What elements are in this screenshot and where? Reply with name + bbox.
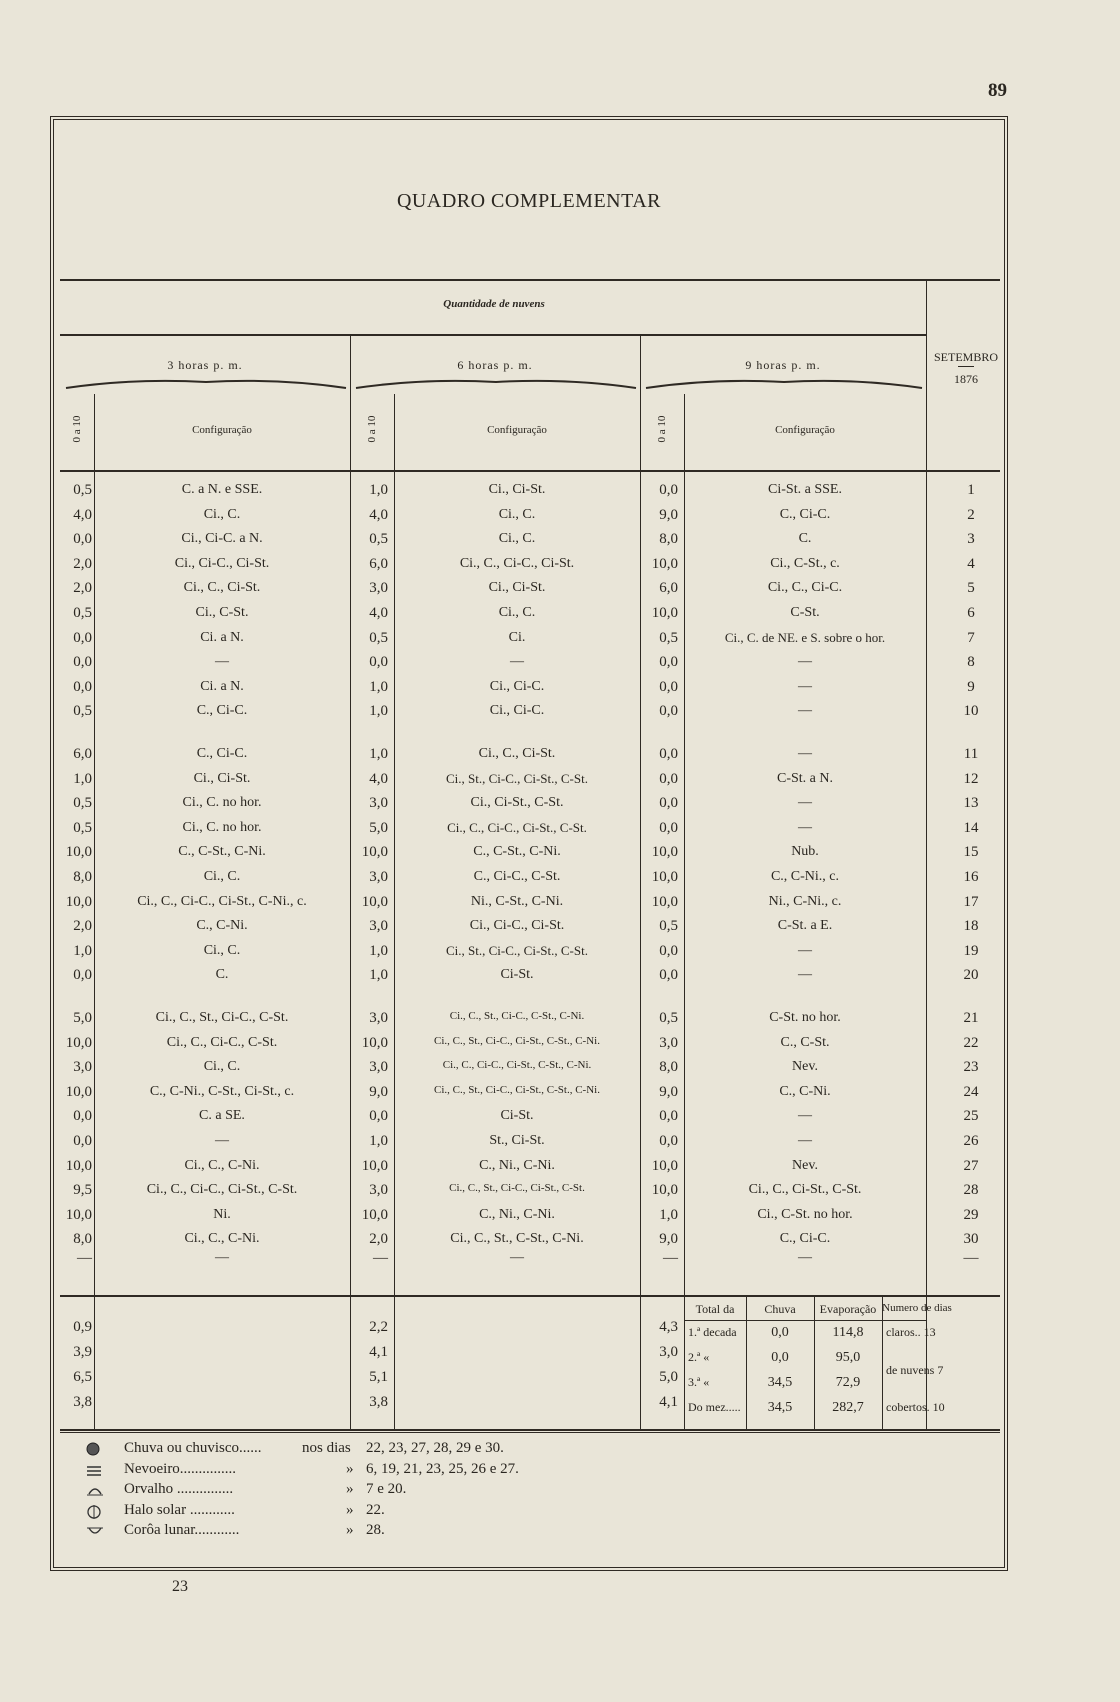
cloud-amount-6pm: 3,0 [369, 869, 388, 885]
day-number: 12 [963, 770, 979, 787]
cloud-amount-9pm: 10,0 [651, 844, 678, 861]
cloud-amount-6pm: 1,0 [369, 482, 388, 498]
summary-header: Total da [695, 1302, 735, 1316]
scale-header-3pm: 0 a 10 [71, 415, 83, 443]
dash-separator: — [77, 1250, 92, 1266]
cloud-config-9pm: — [798, 654, 812, 670]
cloud-amount-6pm: 10,0 [361, 1157, 388, 1174]
cloud-config-9pm: Ci., C., Ci-C. [767, 580, 843, 596]
average-6pm: 5,1 [369, 1369, 388, 1385]
day-number: 26 [963, 1133, 979, 1149]
cloud-config-3pm: C., C-Ni., C-St., Ci-St., c. [149, 1083, 295, 1099]
cloud-amount-9pm: 1,0 [659, 1206, 678, 1223]
cloud-config-9pm: — [798, 1133, 812, 1148]
day-number: 18 [963, 918, 979, 935]
printer-signature: 23 [172, 1578, 188, 1595]
cloud-amount-3pm: 8,0 [73, 869, 92, 885]
cloud-amount-9pm: 9,0 [659, 506, 678, 523]
config-header-9pm: Configuração [775, 424, 835, 436]
day-number: 7 [967, 629, 975, 646]
summary-label: Do mez..... [688, 1400, 741, 1414]
lunar-corona-icon [86, 1524, 104, 1543]
cloud-amount-3pm: 1,0 [73, 942, 92, 959]
day-number: 22 [963, 1034, 979, 1051]
rain-icon [86, 1442, 100, 1461]
cloud-amount-6pm: 0,5 [369, 531, 388, 548]
cloud-config-6pm: C., Ci-C., C-St. [473, 869, 561, 884]
dash-separator: — [663, 1250, 678, 1266]
cloud-config-9pm: C., Ci-C. [779, 1231, 831, 1247]
cloud-config-6pm: Ci-St. [500, 967, 534, 983]
cloud-amount-3pm: 2,0 [73, 580, 92, 597]
cloud-config-3pm: C. a N. e SSE. [181, 482, 263, 497]
cloud-config-3pm: Ni. [213, 1206, 231, 1222]
cloud-amount-3pm: 0,5 [73, 819, 92, 836]
cloud-config-3pm: Ci., C. [203, 506, 241, 522]
average-3pm: 3,8 [73, 1394, 92, 1410]
cloud-config-3pm: Ci., C., C-Ni. [184, 1231, 260, 1247]
cloud-amount-6pm: 0,0 [369, 654, 388, 671]
rain-total: 34,5 [767, 1400, 793, 1415]
cloud-amount-3pm: 0,0 [73, 629, 92, 646]
average-9pm: 3,0 [659, 1344, 678, 1360]
dash-separator: — [963, 1250, 979, 1266]
day-number: 16 [963, 869, 979, 885]
cloud-amount-3pm: 0,5 [73, 703, 92, 720]
cloud-config-9pm: Ci., C. de NE. e S. sobre o hor. [724, 629, 886, 645]
day-number: 21 [963, 1010, 979, 1026]
page-number: 89 [988, 80, 1007, 101]
cloud-config-9pm: Nev. [792, 1157, 818, 1173]
cloud-config-3pm: Ci., C., Ci-C., C-St. [166, 1034, 278, 1050]
day-number: 17 [963, 893, 979, 910]
average-9pm: 4,3 [659, 1319, 678, 1335]
cloud-config-3pm: Ci., Ci-C. a N. [181, 531, 263, 547]
rain-total: 0,0 [771, 1350, 789, 1365]
evaporation-total: 72,9 [835, 1375, 861, 1390]
period-3pm: 3 horas p. m. [167, 358, 243, 372]
cloud-amount-6pm: 3,0 [369, 1182, 388, 1199]
day-number: 27 [963, 1157, 979, 1174]
cloud-amount-9pm: 9,0 [659, 1231, 678, 1248]
cloud-amount-9pm: 0,5 [659, 629, 678, 646]
dash-separator: — [510, 1250, 524, 1265]
rain-total: 0,0 [771, 1325, 789, 1340]
cloud-config-6pm: Ci., Ci-St., C-St. [470, 795, 564, 811]
day-number: 24 [963, 1083, 979, 1100]
cloud-config-3pm: Ci., C. [203, 942, 241, 958]
cloud-amount-3pm: 0,5 [73, 605, 92, 621]
cloud-amount-9pm: 10,0 [651, 1182, 678, 1199]
cloud-amount-9pm: 3,0 [659, 1034, 678, 1051]
cloud-amount-9pm: 0,0 [659, 654, 678, 671]
cloud-amount-6pm: 3,0 [369, 1059, 388, 1076]
day-number: 5 [967, 580, 975, 597]
cloud-amount-3pm: 0,0 [73, 1108, 92, 1125]
legend-prefix: » [346, 1522, 354, 1538]
period-9pm: 9 horas p. m. [745, 358, 821, 372]
cloud-amount-3pm: 10,0 [65, 1034, 92, 1051]
cloud-config-9pm: Ni., C-Ni., c. [768, 893, 842, 909]
legend-days: 6, 19, 21, 23, 25, 26 e 27. [366, 1460, 519, 1477]
average-6pm: 3,8 [369, 1394, 388, 1410]
day-number: 30 [963, 1231, 979, 1248]
dash-separator: — [215, 1250, 229, 1265]
period-6pm: 6 horas p. m. [457, 358, 533, 372]
cloud-config-3pm: Ci., Ci-C., Ci-St. [174, 555, 270, 571]
cloud-amount-6pm: 3,0 [369, 918, 388, 935]
cloud-config-9pm: C-St. [790, 605, 820, 620]
cloud-config-3pm: Ci., C. no hor. [182, 795, 262, 811]
cloud-amount-9pm: 10,0 [651, 869, 678, 885]
cloud-config-3pm: Ci. a N. [200, 678, 244, 694]
month-header: SETEMBRO [933, 350, 998, 364]
cloud-amount-9pm: 10,0 [651, 555, 678, 572]
solar-halo-icon [86, 1504, 102, 1525]
cloud-config-3pm: C. a SE. [199, 1108, 245, 1124]
cloud-amount-6pm: 2,0 [369, 1231, 388, 1248]
scale-header-9pm: 0 a 10 [656, 415, 668, 443]
cloud-config-6pm: St., Ci-St. [489, 1133, 545, 1148]
cloud-amount-9pm: 0,0 [659, 967, 678, 984]
cloud-config-6pm: Ci., Ci-St. [488, 580, 546, 596]
cloud-config-6pm: C., Ni., C-Ni. [479, 1157, 555, 1173]
cloud-amount-3pm: 0,5 [73, 795, 92, 812]
cloud-config-6pm: Ci., C., Ci-C., Ci-St., C-St., C-Ni. [442, 1059, 592, 1072]
cloud-config-3pm: C. [215, 967, 229, 983]
cloud-config-3pm: Ci., C., Ci-C., Ci-St., C-St. [146, 1182, 298, 1198]
summary-label: 1.ª decada [688, 1325, 737, 1339]
summary-label: 2.ª « [688, 1350, 710, 1364]
cloud-amount-6pm: 0,5 [369, 629, 388, 646]
cloud-amount-6pm: 9,0 [369, 1083, 388, 1100]
cloud-amount-3pm: 0,0 [73, 678, 92, 695]
legend-label: Nevoeiro............... [124, 1460, 237, 1477]
cloud-amount-6pm: 1,0 [369, 1133, 388, 1149]
cloud-config-6pm: C., C-St., C-Ni. [473, 844, 561, 860]
evaporation-total: 114,8 [832, 1325, 864, 1340]
cloud-amount-9pm: 0,0 [659, 703, 678, 720]
cloud-amount-3pm: 8,0 [73, 1231, 92, 1248]
cloud-config-6pm: Ni., C-St., C-Ni. [470, 893, 564, 909]
cloud-amount-9pm: 10,0 [651, 1157, 678, 1174]
summary-header: Numero de dias [882, 1302, 952, 1314]
cloud-config-6pm: Ci., C., Ci-St. [478, 746, 556, 761]
table-frame [50, 116, 1008, 1571]
cloud-amount-6pm: 5,0 [369, 819, 388, 836]
cloud-amount-6pm: 10,0 [361, 893, 388, 910]
cloud-config-3pm: Ci., C. no hor. [182, 819, 262, 835]
cloud-config-9pm: — [798, 967, 812, 983]
cloud-config-6pm: Ci., C., St., Ci-C., Ci-St., C-St. [449, 1182, 585, 1195]
cloud-config-3pm: — [215, 654, 229, 670]
cloud-amount-3pm: 6,0 [73, 746, 92, 762]
day-number: 14 [963, 819, 979, 836]
scale-header-6pm: 0 a 10 [366, 415, 378, 443]
cloud-config-9pm: — [798, 678, 812, 694]
brace-6pm [354, 376, 638, 392]
cloud-amount-3pm: 10,0 [65, 1083, 92, 1100]
cloud-config-9pm: C., C-Ni. [779, 1083, 831, 1099]
day-number: 8 [967, 654, 975, 671]
cloud-config-9pm: — [798, 1108, 812, 1124]
legend-days: 28. [366, 1522, 385, 1538]
day-number: 13 [963, 795, 979, 812]
cloud-amount-6pm: 0,0 [369, 1108, 388, 1125]
cloud-config-9pm: C., C-St. [780, 1034, 830, 1050]
cloud-config-6pm: Ci., Ci-C. [489, 703, 545, 719]
config-header-6pm: Configuração [487, 424, 547, 436]
cloud-config-6pm: C., Ni., C-Ni. [479, 1206, 555, 1222]
cloud-amount-6pm: 1,0 [369, 703, 388, 720]
cloud-config-9pm: C-St. no hor. [769, 1010, 841, 1025]
average-3pm: 6,5 [73, 1369, 92, 1385]
day-number: 20 [963, 967, 979, 984]
cloudy-days: de nuvens 7 [886, 1363, 944, 1377]
cloud-amount-9pm: 0,0 [659, 1133, 678, 1149]
cloud-amount-3pm: 0,0 [73, 531, 92, 548]
cloud-config-9pm: Nev. [792, 1059, 818, 1075]
legend-label: Halo solar ............ [124, 1501, 235, 1518]
cloud-config-3pm: C., Ci-C. [196, 703, 248, 719]
cloud-config-3pm: C., Ci-C. [196, 746, 248, 761]
cloud-amount-6pm: 4,0 [369, 770, 388, 787]
cloud-amount-6pm: 3,0 [369, 795, 388, 812]
cloud-amount-9pm: 0,0 [659, 746, 678, 762]
cloud-config-9pm: — [798, 795, 812, 811]
cloud-config-6pm: Ci., Ci-C., Ci-St. [469, 918, 565, 934]
cloud-config-9pm: C-St. a E. [777, 918, 833, 934]
cloud-config-9pm: Nub. [791, 844, 819, 860]
cloud-config-6pm: Ci., St., Ci-C., Ci-St., C-St. [446, 942, 588, 958]
day-number: 2 [967, 506, 975, 523]
cloud-config-6pm: Ci., C. [498, 506, 536, 522]
cloud-amount-9pm: 6,0 [659, 580, 678, 597]
cloud-amount-9pm: 0,0 [659, 942, 678, 959]
overcast-days: cobertos. 10 [886, 1400, 945, 1414]
cloud-config-9pm: — [798, 942, 812, 958]
cloud-config-6pm: Ci-St. [500, 1108, 534, 1124]
day-number: 29 [963, 1206, 979, 1223]
cloud-amount-6pm: 4,0 [369, 506, 388, 523]
legend-days: 22, 23, 27, 28, 29 e 30. [366, 1440, 504, 1456]
cloud-amount-3pm: 10,0 [65, 1157, 92, 1174]
legend-prefix: » [346, 1481, 354, 1497]
cloud-amount-9pm: 8,0 [659, 531, 678, 548]
cloud-amount-6pm: 1,0 [369, 967, 388, 984]
legend-prefix: nos dias [302, 1440, 351, 1456]
cloud-config-3pm: Ci., C., C-Ni. [184, 1157, 260, 1173]
cloud-amount-3pm: 9,5 [73, 1182, 92, 1199]
day-number: 4 [967, 555, 975, 572]
cloud-config-9pm: — [798, 746, 812, 761]
cloud-amount-9pm: 0,0 [659, 678, 678, 695]
average-6pm: 2,2 [369, 1319, 388, 1335]
cloud-amount-3pm: 2,0 [73, 918, 92, 935]
cloud-config-9pm: C., Ci-C. [779, 506, 831, 522]
cloud-amount-9pm: 0,5 [659, 918, 678, 935]
cloud-config-6pm: Ci., C., Ci-C., Ci-St. [459, 555, 575, 571]
day-number: 6 [967, 605, 975, 621]
cloud-amount-3pm: 1,0 [73, 770, 92, 787]
cloud-amount-9pm: 0,0 [659, 1108, 678, 1125]
cloud-amount-9pm: 10,0 [651, 893, 678, 910]
cloud-config-9pm: C. [798, 531, 812, 547]
cloud-config-6pm: — [510, 654, 524, 670]
legend-label: Orvalho ............... [124, 1481, 234, 1497]
dew-icon [86, 1483, 104, 1502]
average-9pm: 4,1 [659, 1394, 678, 1410]
day-number: 15 [963, 844, 979, 861]
cloud-amount-9pm: 0,0 [659, 482, 678, 498]
cloud-config-9pm: Ci., C-St., c. [770, 555, 840, 571]
cloud-amount-3pm: 0,5 [73, 482, 92, 498]
cloud-config-9pm: — [798, 819, 812, 835]
fog-icon [86, 1463, 102, 1482]
cloud-config-9pm: Ci-St. a SSE. [768, 482, 842, 497]
day-number: 9 [967, 678, 975, 695]
cloud-amount-3pm: 3,0 [73, 1059, 92, 1076]
cloud-config-6pm: Ci., C., Ci-C., Ci-St., C-St. [447, 819, 587, 835]
summary-header: Evaporação [819, 1302, 877, 1316]
cloud-config-6pm: Ci., C., St., Ci-C., Ci-St., C-St., C-Ni. [434, 1034, 600, 1047]
config-header-3pm: Configuração [192, 424, 252, 436]
cloud-config-6pm: Ci., C., St., Ci-C., C-St., C-Ni. [449, 1010, 585, 1022]
cloud-amount-6pm: 4,0 [369, 605, 388, 621]
cloud-amount-3pm: 10,0 [65, 1206, 92, 1223]
average-3pm: 0,9 [73, 1319, 92, 1335]
cloud-config-9pm: Ci., C-St. no hor. [757, 1206, 853, 1222]
cloud-amount-3pm: 10,0 [65, 844, 92, 861]
day-number: 23 [963, 1059, 979, 1076]
cloud-config-3pm: — [215, 1133, 229, 1148]
legend-days: 7 e 20. [366, 1481, 407, 1497]
dash-separator: — [373, 1250, 388, 1266]
cloud-config-3pm: Ci., C-St. [195, 605, 249, 620]
year-header: 1876 [954, 372, 978, 386]
average-6pm: 4,1 [369, 1344, 388, 1360]
cloud-amount-6pm: 3,0 [369, 580, 388, 597]
cloud-config-9pm: C-St. a N. [777, 770, 833, 786]
cloud-amount-3pm: 0,0 [73, 654, 92, 671]
summary-label: 3.ª « [688, 1375, 710, 1389]
average-9pm: 5,0 [659, 1369, 678, 1385]
cloud-amount-6pm: 1,0 [369, 678, 388, 695]
cloud-config-3pm: Ci., C. [203, 1059, 241, 1075]
average-3pm: 3,9 [73, 1344, 92, 1360]
cloud-amount-6pm: 1,0 [369, 746, 388, 762]
legend-prefix: » [346, 1501, 354, 1518]
cloud-config-9pm: — [798, 703, 812, 719]
cloud-amount-3pm: 2,0 [73, 555, 92, 572]
cloud-amount-6pm: 10,0 [361, 1206, 388, 1223]
legend-prefix: » [346, 1460, 354, 1477]
cloud-amount-9pm: 9,0 [659, 1083, 678, 1100]
legend-label: Chuva ou chuvisco...... [124, 1440, 262, 1456]
cloud-config-6pm: Ci. [508, 629, 526, 645]
cloud-amount-9pm: 10,0 [651, 605, 678, 621]
evaporation-total: 282,7 [832, 1400, 864, 1415]
cloud-config-3pm: Ci., Ci-St. [193, 770, 251, 786]
legend-days: 22. [366, 1501, 385, 1518]
cloud-config-6pm: Ci., Ci-C. [489, 678, 545, 694]
cloud-amount-3pm: 0,0 [73, 967, 92, 984]
cloud-config-3pm: Ci., C., Ci-St. [183, 580, 261, 596]
day-number: 3 [967, 531, 975, 548]
cloud-amount-9pm: 0,0 [659, 770, 678, 787]
cloud-amount-9pm: 0,5 [659, 1010, 678, 1026]
cloud-amount-6pm: 1,0 [369, 942, 388, 959]
dash-separator: — [798, 1250, 812, 1265]
cloud-config-6pm: Ci., C. [498, 605, 536, 620]
day-number: 28 [963, 1182, 979, 1199]
evaporation-total: 95,0 [835, 1350, 861, 1365]
cloud-config-9pm: Ci., C., Ci-St., C-St. [748, 1182, 862, 1198]
cloud-config-6pm: Ci., St., Ci-C., Ci-St., C-St. [446, 770, 588, 786]
cloud-config-3pm: C., C-St., C-Ni. [178, 844, 266, 860]
cloud-amount-9pm: 8,0 [659, 1059, 678, 1076]
day-number: 19 [963, 942, 979, 959]
day-number: 25 [963, 1108, 979, 1125]
cloud-amount-3pm: 0,0 [73, 1133, 92, 1149]
cloud-config-3pm: Ci. a N. [200, 629, 244, 645]
cloud-config-9pm: C., C-Ni., c. [770, 869, 840, 884]
cloud-amount-3pm: 4,0 [73, 506, 92, 523]
legend-label: Corôa lunar............ [124, 1522, 240, 1538]
cloud-amount-3pm: 10,0 [65, 893, 92, 910]
cloud-config-3pm: Ci., C., Ci-C., Ci-St., C-Ni., c. [137, 893, 307, 909]
table-title: QUADRO COMPLEMENTAR [396, 190, 662, 212]
day-number: 10 [963, 703, 979, 720]
brace-3pm [64, 376, 348, 392]
cloud-amount-6pm: 3,0 [369, 1010, 388, 1026]
cloud-amount-6pm: 10,0 [361, 1034, 388, 1051]
day-number: 11 [963, 746, 979, 762]
section-title: Quantidade de nuvens [443, 298, 545, 310]
cloud-amount-9pm: 0,0 [659, 795, 678, 812]
cloud-config-3pm: C., C-Ni. [196, 918, 248, 934]
clear-days: claros.. 13 [886, 1325, 936, 1339]
cloud-config-6pm: Ci., C. [498, 531, 536, 547]
cloud-config-3pm: Ci., C., St., Ci-C., C-St. [155, 1010, 289, 1025]
cloud-amount-9pm: 0,0 [659, 819, 678, 836]
cloud-config-6pm: Ci., Ci-St. [488, 482, 546, 497]
rain-total: 34,5 [767, 1375, 793, 1390]
cloud-amount-6pm: 6,0 [369, 555, 388, 572]
cloud-amount-3pm: 5,0 [73, 1010, 92, 1026]
cloud-config-3pm: Ci., C. [203, 869, 241, 884]
cloud-amount-6pm: 10,0 [361, 844, 388, 861]
brace-9pm [644, 376, 924, 392]
cloud-config-6pm: Ci., C., St., C-St., C-Ni. [450, 1231, 584, 1247]
day-number: 1 [967, 482, 975, 498]
cloud-config-6pm: Ci., C., St., Ci-C., Ci-St., C-St., C-Ni. [434, 1083, 600, 1096]
summary-header: Chuva [764, 1302, 796, 1316]
